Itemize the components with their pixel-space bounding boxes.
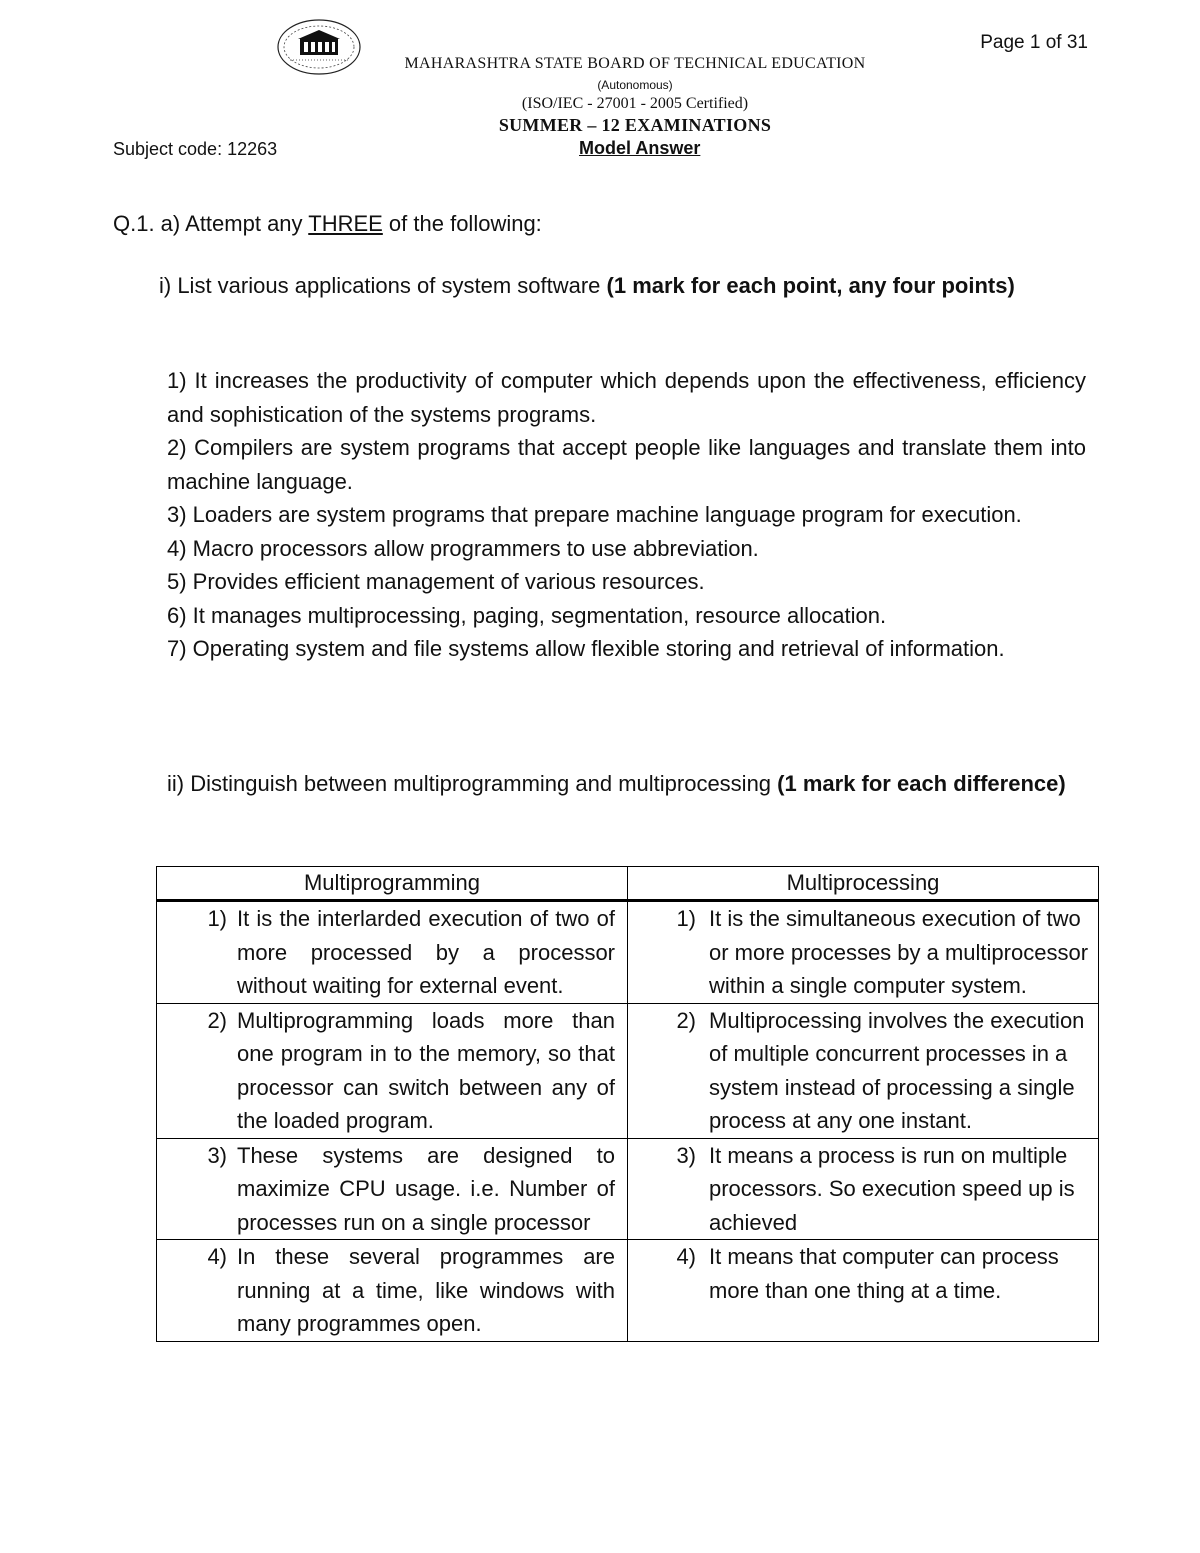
row-number: 3) [207,1142,227,1168]
row-number: 4) [676,1244,696,1269]
table-row [157,1138,1099,1240]
exam-title: SUMMER – 12 EXAMINATIONS [498,115,772,135]
column-header-multiprocessing: Multiprocessing [628,867,1099,901]
table-header-row [157,867,1099,901]
sub-question-i-marks: (1 mark for each point, any four points) [606,273,1015,298]
subject-code: Subject code: 12263 [113,139,278,159]
list-item: 5) Provides efficient management of various resources. [167,569,705,594]
model-answer-title: Model Answer [579,138,701,158]
multiprogramming-cell: In these several programmes are running at a time, like windows with many programmes open. [237,1244,615,1336]
table-row [157,1003,1099,1138]
multiprocessing-cell: It is the simultaneous execution of two or more processes by a multiprocessor within a single computer system. [709,906,1089,998]
row-number: 3) [676,1142,696,1168]
list-item: 6) It manages multiprocessing, paging, segmentation, resource allocation. [167,602,887,628]
column-header-multiprogramming: Multiprogramming [157,867,628,901]
list-item: 7) Operating system and file systems allow flexible storing and retrieval of information. [167,636,1005,661]
row-number: 4) [207,1244,227,1269]
multiprogramming-cell: Multiprogramming loads more than one program in to the memory, so that processor can switch between any of the loaded program. [237,1007,615,1133]
row-number: 1) [207,906,227,931]
comparison-table [156,866,1099,1342]
row-number: 2) [207,1007,227,1033]
sub-question-ii [167,767,1067,801]
multiprocessing-cell: Multiprocessing involves the execution of multiple concurrent processes in a system instead of processing a single process at any one instant. [709,1007,1085,1133]
page-number: Page 1 of 31 [980,32,1088,53]
multiprocessing-cell: It means that computer can process more than one thing at a time. [709,1244,1059,1303]
question-heading [113,211,542,237]
list-item: 2) Compilers are system programs that accept people like languages and translate them into machine language. [167,435,1086,494]
row-number: 2) [676,1007,696,1033]
list-item: 3) Loaders are system programs that prepare machine language program for execution. [167,502,1022,527]
row-number: 1) [676,906,696,931]
multiprogramming-cell: These systems are designed to maximize CPU usage. i.e. Number of processes run on a single processor [237,1142,615,1235]
question-prefix: Q.1. a) Attempt any [113,211,309,236]
board-name: MAHARASHTRA STATE BOARD OF TECHNICAL EDUCATION [404,55,866,72]
table-row [157,1240,1099,1342]
multiprogramming-cell: It is the interlarded execution of two of more processed by a processor without waiting for external event. [237,906,615,998]
table-row [157,901,1099,1004]
question-suffix: of the following: [382,211,542,236]
autonomous-label: (Autonomous) [597,78,673,92]
sub-question-ii-marks: (1 mark for each difference) [777,771,1066,796]
multiprocessing-cell: It means a process is run on multiple processors. So execution speed up is achieved [709,1142,1075,1235]
list-item: 1) It increases the productivity of computer which depends upon the effectiveness, efficiency and sophistication of the systems programs. [167,368,1086,427]
answer-points-list [167,364,1086,666]
sub-question-ii-text: ii) Distinguish between multiprogramming and multiprocessing [167,771,778,796]
list-item: 4) Macro processors allow programmers to use abbreviation. [167,535,759,561]
sub-question-i [113,267,1086,305]
iso-certification: (ISO/IEC - 27001 - 2005 Certified) [521,95,749,112]
sub-question-i-text: i) List various applications of system software [159,273,607,298]
question-emphasis: THREE [308,211,383,236]
